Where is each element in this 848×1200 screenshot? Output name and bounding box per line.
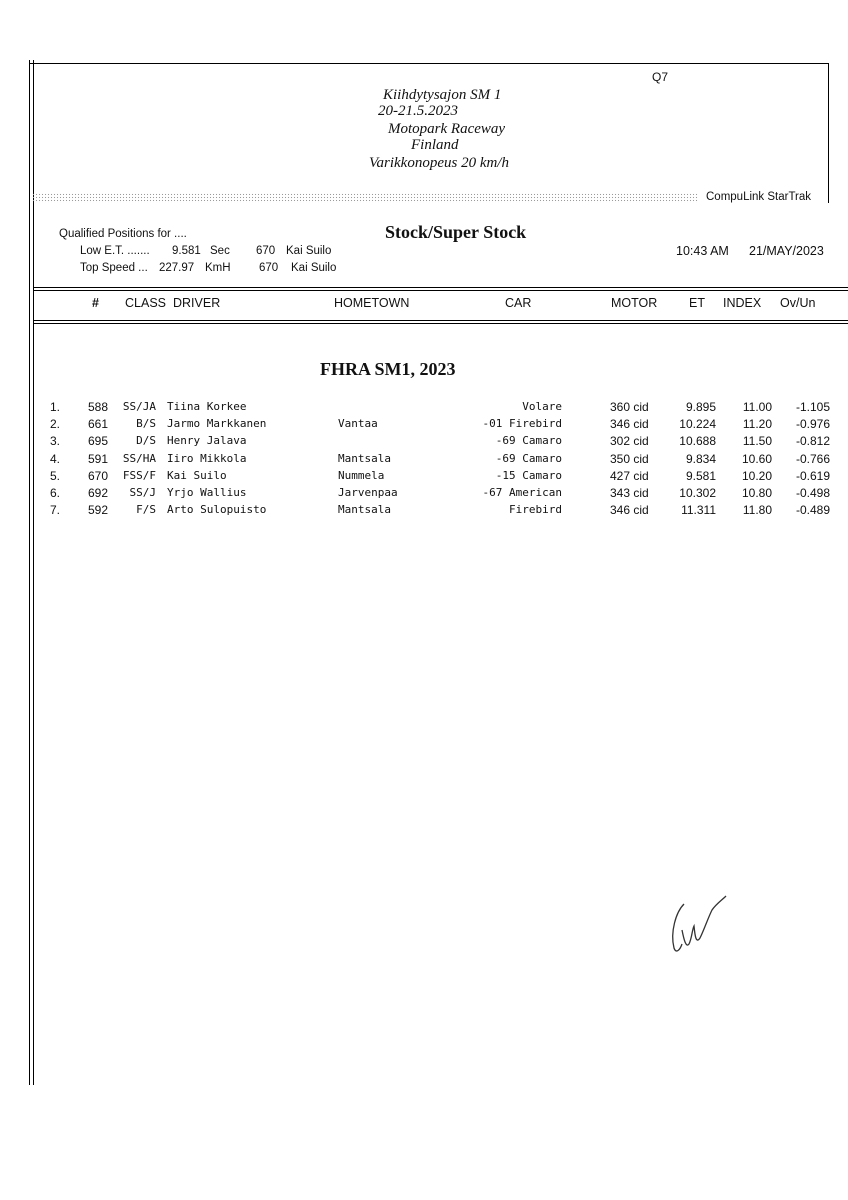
left-border: [29, 60, 30, 1085]
date-label: 21/MAY/2023: [749, 244, 824, 258]
cell-pos: 1.: [50, 400, 61, 414]
cell-pos: 7.: [50, 503, 61, 518]
col-hometown: HOMETOWN: [334, 296, 410, 310]
cell-num: 692: [87, 486, 108, 500]
cell-index: 11.20: [742, 417, 772, 432]
cell-pos: 5.: [50, 468, 61, 483]
cell-et: 11.311: [681, 503, 716, 518]
cell-car: -69 Camaro: [495, 434, 562, 448]
cell-car: -69 Camaro: [495, 451, 562, 465]
cell-driver: Iiro Mikkola: [167, 451, 247, 465]
header-top-rule: [33, 287, 848, 288]
col-et: ET: [689, 296, 705, 310]
cell-car: -15 Camaro: [495, 468, 562, 482]
cell-class: SS/HA: [122, 451, 156, 465]
cell-motor: 360 cid: [610, 400, 649, 414]
cell-class: F/S: [136, 503, 156, 517]
cell-pos: 2.: [50, 417, 61, 432]
cell-motor: 346 cid: [610, 503, 649, 518]
low-et-unit: Sec: [210, 245, 230, 257]
event-title: FHRA SM1, 2023: [320, 359, 456, 379]
cell-driver: Yrjo Wallius: [167, 486, 247, 499]
top-speed-label: Top Speed ...: [80, 262, 148, 274]
table-row: [0, 452, 848, 469]
cell-num: 591: [87, 451, 108, 466]
cell-et: 9.895: [685, 400, 716, 414]
cell-ovun: -0.976: [795, 417, 830, 432]
cell-et: 9.834: [685, 451, 716, 466]
qualified-label: Qualified Positions for ....: [59, 228, 187, 240]
cell-num: 670: [87, 468, 108, 483]
cell-ovun: -1.105: [795, 400, 830, 414]
low-et-car: 670: [256, 245, 276, 257]
cell-hometown: Vantaa: [338, 417, 378, 431]
col-motor: MOTOR: [611, 296, 658, 310]
cell-num: 695: [87, 434, 108, 449]
cell-car: Volare: [522, 400, 562, 413]
cell-motor: 302 cid: [610, 434, 649, 449]
table-row: [0, 434, 848, 451]
top-speed-unit: KmH: [205, 262, 231, 274]
cell-ovun: -0.498: [795, 486, 830, 500]
cell-num: 592: [87, 503, 108, 518]
cell-class: B/S: [136, 417, 156, 431]
cell-ovun: -0.812: [795, 434, 830, 449]
right-border: [828, 63, 829, 203]
page-code: Q7: [652, 70, 669, 84]
cell-num: 588: [87, 400, 108, 414]
col-class: CLASS: [125, 296, 166, 310]
cell-index: 10.80: [741, 486, 772, 500]
event-line-1: Kiihdytysajon SM 1: [383, 87, 502, 103]
cell-driver: Kai Suilo: [167, 468, 227, 482]
table-row: [0, 469, 848, 486]
low-et-label: Low E.T. .......: [80, 245, 150, 257]
col-num: #: [92, 296, 99, 310]
top-speed-driver: Kai Suilo: [291, 262, 337, 274]
cell-num: 661: [87, 417, 108, 432]
signature: [662, 892, 742, 957]
cell-car: -67 American: [482, 486, 562, 499]
software-label: CompuLink StarTrak: [706, 191, 812, 203]
cell-class: FSS/F: [122, 468, 156, 482]
cell-car: -01 Firebird: [482, 417, 562, 431]
dotted-band: [32, 193, 698, 203]
col-index: INDEX: [723, 296, 762, 310]
cell-et: 10.688: [679, 434, 716, 449]
table-row: [0, 503, 848, 520]
cell-ovun: -0.489: [795, 503, 830, 518]
table-row: [0, 400, 848, 417]
cell-ovun: -0.766: [795, 451, 830, 466]
cell-et: 10.224: [679, 417, 716, 432]
cell-et: 9.581: [685, 468, 716, 483]
low-et-value: 9.581: [172, 245, 201, 257]
cell-driver: Henry Jalava: [167, 434, 247, 448]
cell-motor: 346 cid: [610, 417, 649, 432]
cell-hometown: Nummela: [338, 468, 385, 482]
header-top-rule-2: [33, 290, 848, 291]
cell-index: 10.60: [741, 451, 772, 466]
cell-driver: Arto Sulopuisto: [167, 503, 267, 517]
cell-index: 11.50: [742, 434, 772, 449]
cell-index: 10.20: [741, 468, 772, 483]
left-border-inner: [33, 60, 34, 1085]
cell-pos: 3.: [50, 434, 61, 449]
cell-pos: 4.: [50, 451, 61, 466]
time-label: 10:43 AM: [676, 244, 729, 258]
cell-car: Firebird: [509, 503, 562, 517]
top-speed-car: 670: [259, 262, 279, 274]
cell-motor: 350 cid: [610, 451, 649, 466]
table-row: [0, 486, 848, 503]
top-speed-value: 227.97: [159, 262, 195, 274]
cell-class: D/S: [136, 434, 156, 448]
cell-hometown: Jarvenpaa: [338, 486, 398, 499]
cell-ovun: -0.619: [795, 468, 830, 483]
cell-index: 11.80: [742, 503, 772, 518]
low-et-driver: Kai Suilo: [286, 245, 332, 257]
event-line-4: Finland: [411, 137, 459, 153]
top-border: [29, 63, 829, 64]
col-car: CAR: [505, 296, 532, 310]
table-row: [0, 417, 848, 434]
cell-class: SS/J: [129, 486, 156, 499]
header-bottom-rule: [33, 320, 848, 321]
event-line-2: 20-21.5.2023: [378, 103, 458, 119]
cell-driver: Tiina Korkee: [167, 400, 247, 413]
header-bottom-rule-2: [33, 323, 848, 324]
cell-motor: 427 cid: [610, 468, 649, 483]
cell-hometown: Mantsala: [338, 451, 391, 465]
cell-et: 10.302: [679, 486, 716, 500]
cell-driver: Jarmo Markkanen: [167, 417, 267, 431]
class-title: Stock/Super Stock: [385, 222, 527, 242]
cell-pos: 6.: [50, 486, 61, 500]
cell-hometown: Mantsala: [338, 503, 391, 517]
event-line-5: Varikkonopeus 20 km/h: [369, 155, 509, 171]
event-line-3: Motopark Raceway: [388, 121, 506, 137]
cell-motor: 343 cid: [610, 486, 649, 500]
cell-class: SS/JA: [122, 400, 156, 413]
col-ovun: Ov/Un: [780, 296, 816, 310]
cell-index: 11.00: [742, 400, 772, 414]
col-driver: DRIVER: [173, 296, 221, 310]
